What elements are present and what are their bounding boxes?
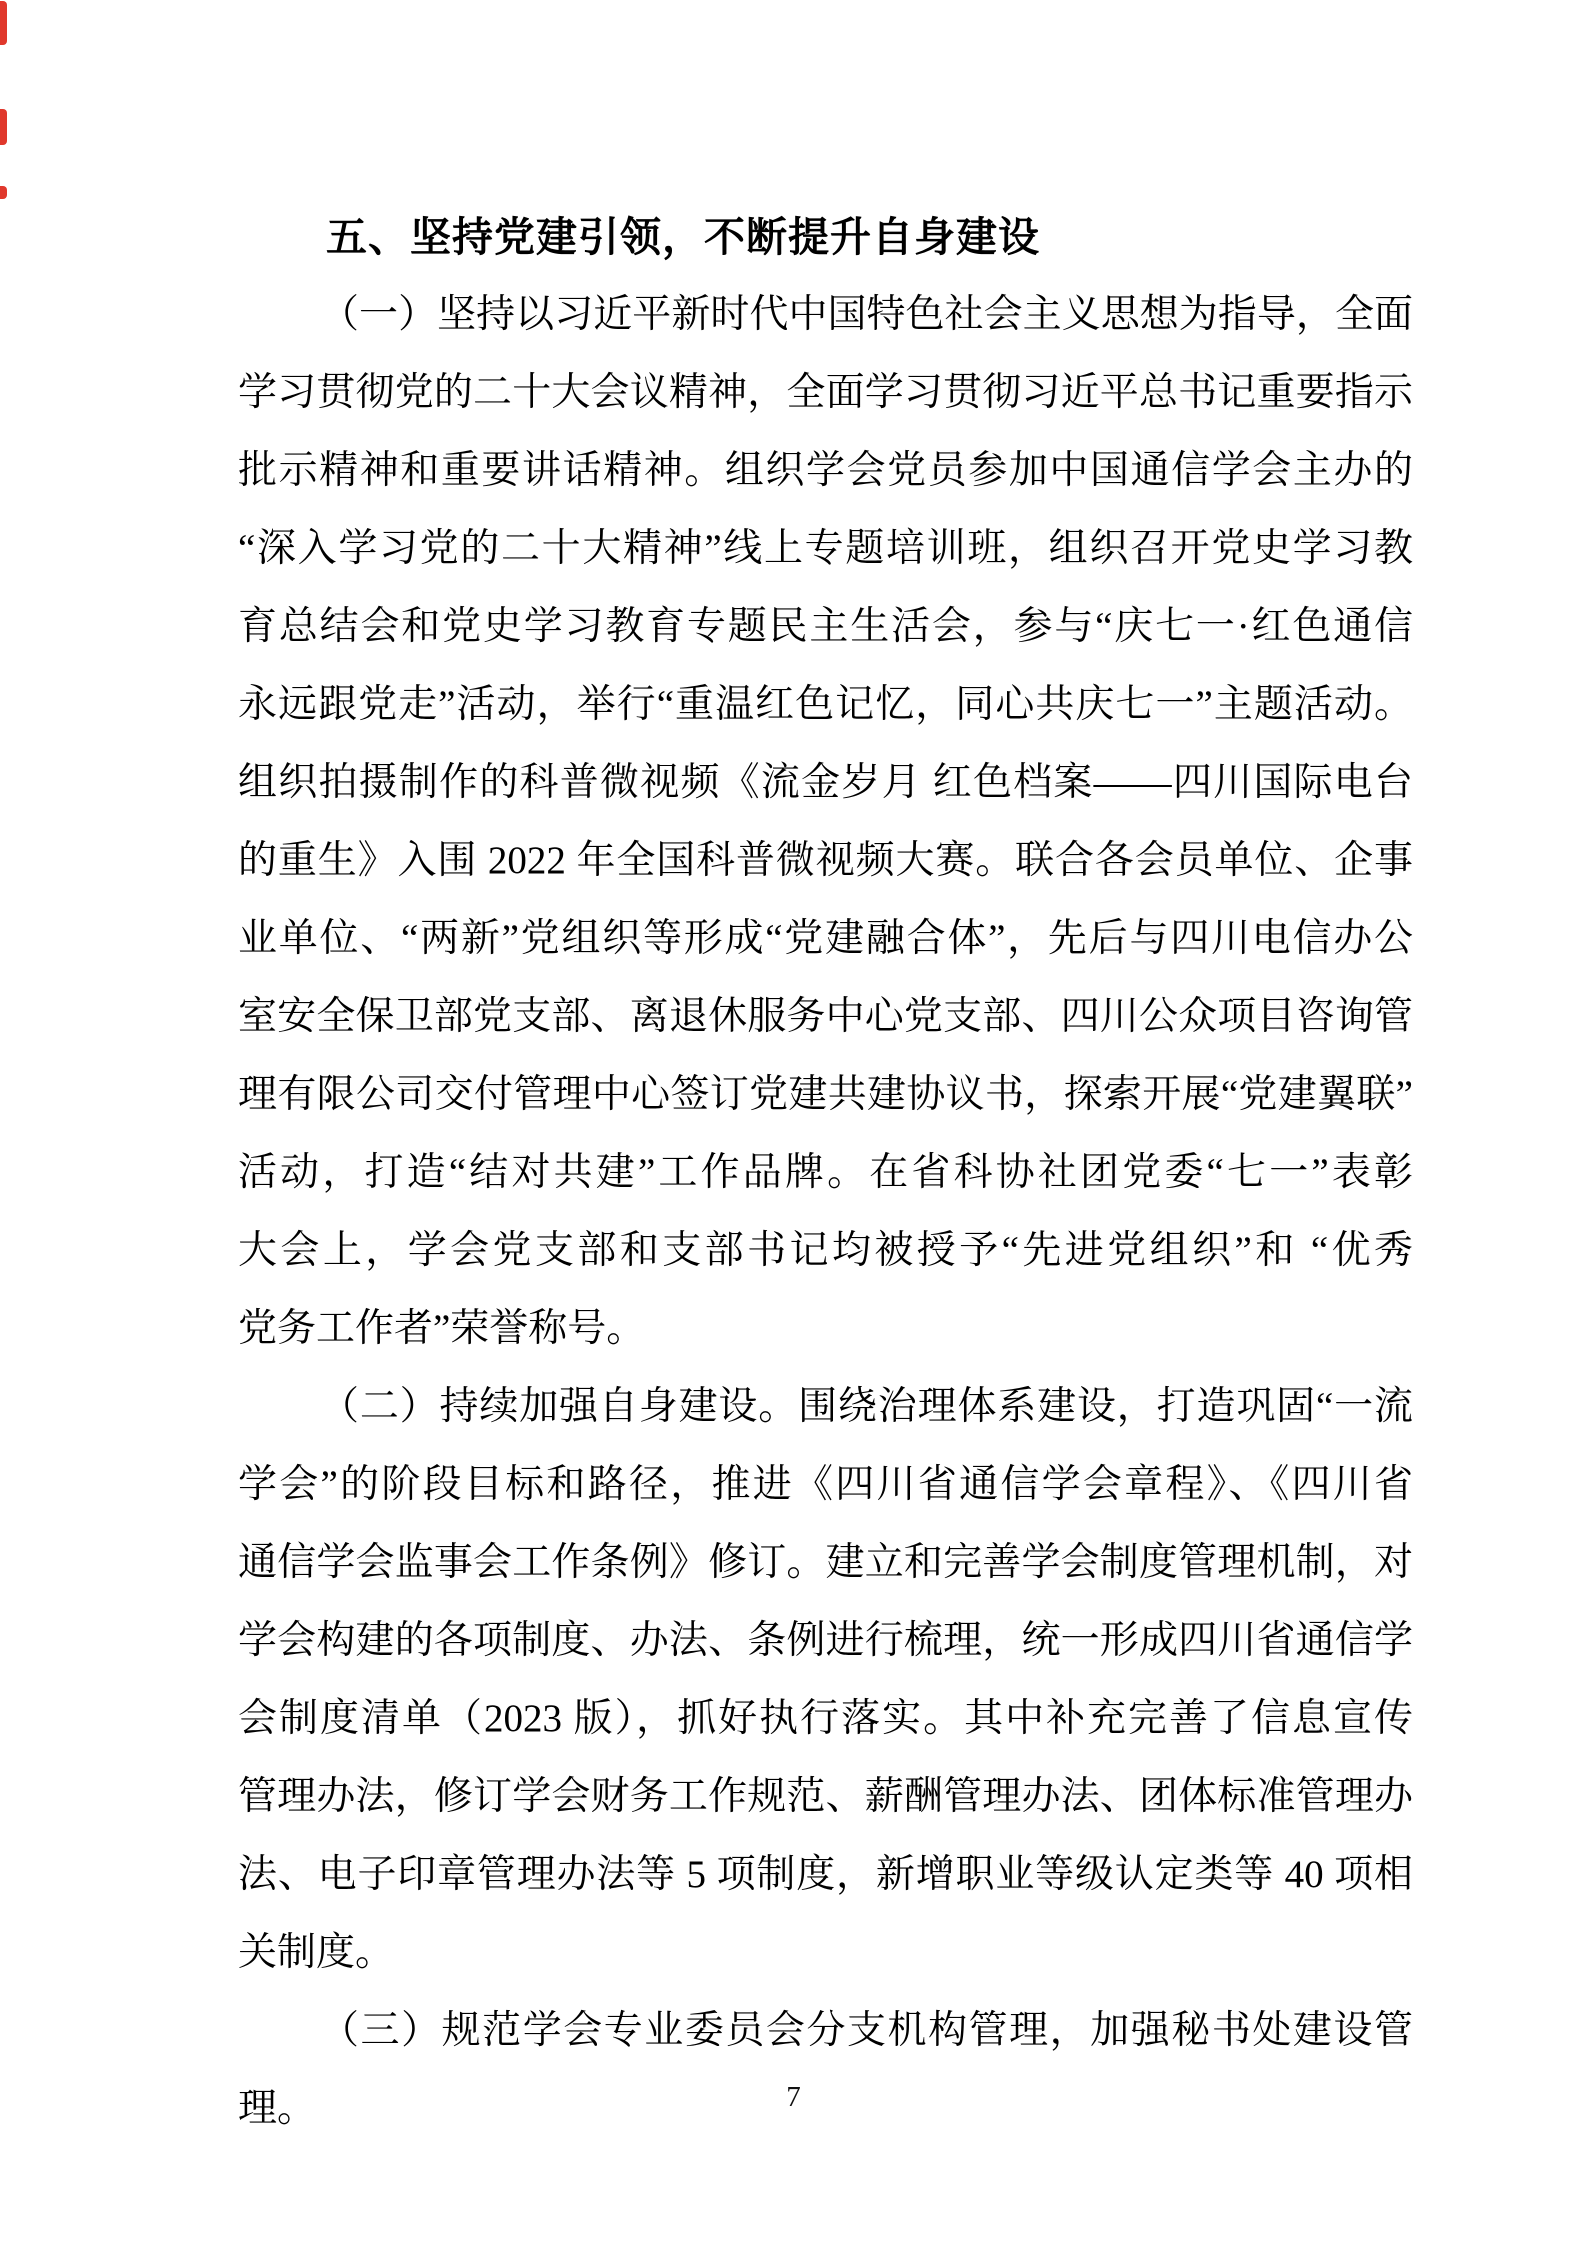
page-number: 7	[786, 2081, 801, 2113]
text-line: 关制度。	[238, 1931, 395, 1974]
text-line: 理有限公司交付管理中心签订党建共建协议书，探索开展“党建翼联”	[238, 1073, 1413, 1116]
text-line: （三）规范学会专业委员会分支机构管理，加强秘书处建设管理。	[238, 2009, 1413, 2130]
text-line: “深入学习党的二十大精神”线上专题培训班，组织召开党史学习教	[238, 527, 1413, 570]
text-line: 育总结会和党史学习教育专题民主生活会，参与“庆七一·红色通信	[238, 605, 1413, 648]
text-line: （二）持续加强自身建设。围绕治理体系建设，打造巩固“一流	[320, 1385, 1413, 1428]
red-edge-mark	[0, 1, 7, 45]
red-edge-mark	[0, 186, 7, 199]
text-line: 批示精神和重要讲话精神。组织学会党员参加中国通信学会主办的	[238, 449, 1413, 492]
text-line: 法、电子印章管理办法等 5 项制度，新增职业等级认定类等 40 项相	[238, 1853, 1413, 1896]
text-line: （一）坚持以习近平新时代中国特色社会主义思想为指导，全面	[320, 293, 1413, 336]
text-line: 的重生》入围 2022 年全国科普微视频大赛。联合各会员单位、企事	[238, 839, 1413, 882]
text-line: 通信学会监事会工作条例》修订。建立和完善学会制度管理机制，对	[238, 1541, 1413, 1584]
red-edge-mark	[0, 109, 7, 145]
text-line: 会制度清单（2023 版），抓好执行落实。其中补充完善了信息宣传	[238, 1697, 1413, 1740]
text-line: 组织拍摄制作的科普微视频《流金岁月 红色档案——四川国际电台	[238, 761, 1413, 804]
text-line: 管理办法，修订学会财务工作规范、薪酬管理办法、团体标准管理办	[238, 1775, 1413, 1818]
text-line: 业单位、“两新”党组织等形成“党建融合体”，先后与四川电信办公	[238, 917, 1413, 960]
text-line: 学习贯彻党的二十大会议精神，全面学习贯彻习近平总书记重要指示	[238, 371, 1413, 414]
text-line: 室安全保卫部党支部、离退休服务中心党支部、四川公众项目咨询管	[238, 995, 1413, 1038]
text-line: 学会”的阶段目标和路径，推进《四川省通信学会章程》、《四川省	[238, 1463, 1413, 1506]
text-line: 大会上，学会党支部和支部书记均被授予“先进党组织”和 “优秀	[238, 1229, 1413, 1272]
text-line: 活动，打造“结对共建”工作品牌。在省科协社团党委“七一”表彰	[238, 1151, 1413, 1194]
text-line: 党务工作者”荣誉称号。	[238, 1307, 646, 1350]
text-line: 永远跟党走”活动，举行“重温红色记忆，同心共庆七一”主题活动。	[238, 683, 1413, 726]
section-heading: 五、坚持党建引领，不断提升自身建设	[326, 214, 1040, 260]
document-body	[238, 198, 1413, 2130]
text-line: 学会构建的各项制度、办法、条例进行梳理，统一形成四川省通信学	[238, 1619, 1413, 1662]
